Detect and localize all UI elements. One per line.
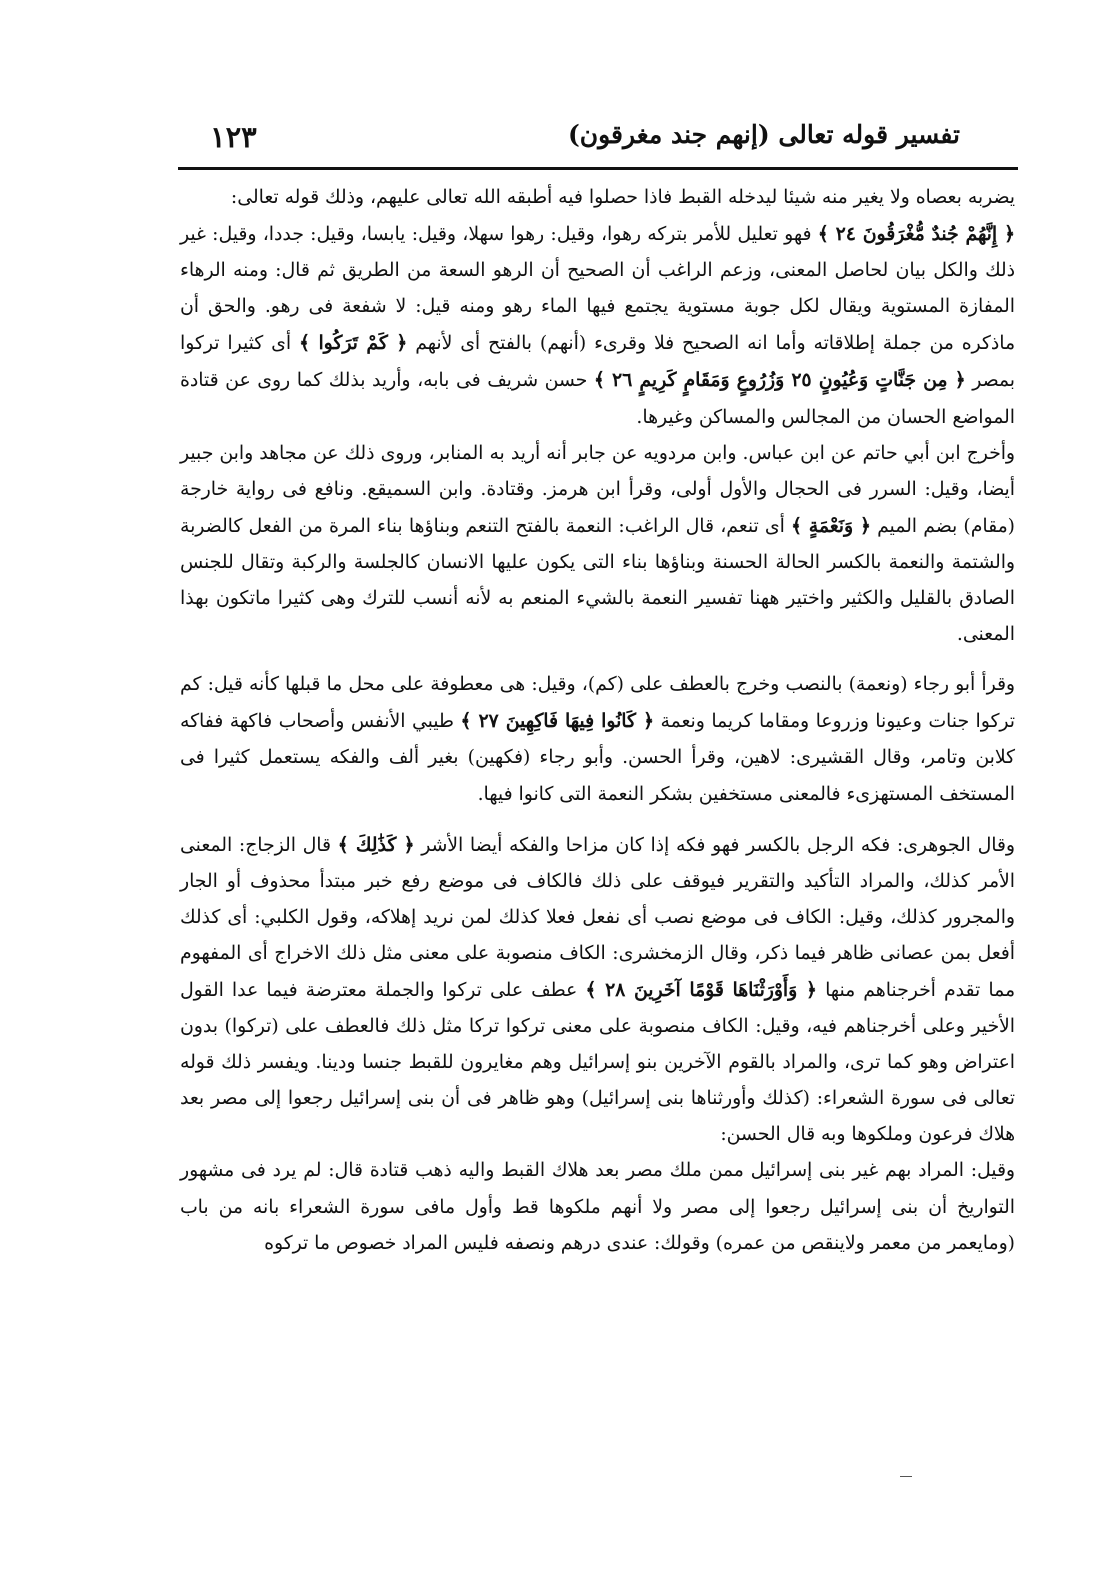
text-run: فهو تعليل للأمر بتركه رهوا، وقيل: رهوا سهلا، وقيل: يابسا، وقيل: جددا، وقيل: غير ذلك والكل بيان لحاصل المعنى، وزعم الراغب أن الصحيح أن الرهو السعة من الطريق ثم قال: ومنه الرهاء المفازة المستوية ويقال لكل جوبة مستوية يجتمع فيها الماء رهو ومنه قيل: لا شفعة فى رهو. والحق أن ماذكره من جملة إطلاقاته وأما انه الصحيح فلا وقرىء (أنهم) بالفتح أى لأنهم xyxy=(180,224,1015,355)
text-run: طيبي الأنفس وأصحاب فاكهة ففاكه كلابن وتامر، وقال القشيرى: لاهين، وقرأ الحسن. وأبو رجاء (فكهين) بغير ألف والفكه يستعمل كثيرا فى المستخف المستهزىء فالمعنى مستخفين بشكر النعمة التى كانوا فيها. xyxy=(180,711,1015,805)
page-body xyxy=(180,180,1015,1262)
paragraph-gap xyxy=(180,653,1015,667)
bottom-mark xyxy=(900,1476,912,1477)
text-run: وقيل: المراد بهم غير بنى إسرائيل ممن ملك مصر بعد هلاك القبط واليه ذهب قتادة قال: لم يرد فى مشهور التواريخ أن بنى إسرائيل رجعوا إلى مصر ولا أنهم ملكوها قط وأول مافى سورة الشعراء بانه من باب (ومايعمر من معمر ولاينقص من عمره) وقولك: عندى درهم ونصفه فليس المراد خصوص ما تركوه xyxy=(180,1160,1015,1254)
page-header xyxy=(175,112,1015,172)
header-rule xyxy=(178,167,1018,170)
paragraph-gap xyxy=(180,813,1015,827)
text-run: أى تنعم، قال الراغب: النعمة بالفتح التنعم وبناؤها بناء المرة من الفعل كالضربة والشتمة والنعمة بالكسر الحالة الحسنة وبناؤها بناء التى يكون عليها الانسان كالجلسة والركبة وتقال للجنس الصادق بالقليل والكثير واختير ههنا تفسير النعمة بالشيء المنعم به لأنه أنسب للترك وهى كثيرا ماتكون بهذا المعنى. xyxy=(180,515,1015,646)
paragraph-4 xyxy=(180,827,1015,1154)
text-run: قال الزجاج: المعنى الأمر كذلك، والمراد التأكيد والتقرير فيوقف على ذلك فالكاف فى موضع رفع خبر مبتدأ محذوف أو الجار والمجرور كذلك، وقيل: الكاف فى موضع نصب أى نفعل فعلا كذلك لمن نريد إهلاكه، وقول الكلبي: أى كذلك أفعل بمن عصانى ظاهر فيما ذكر، وقال الزمخشرى: الكاف منصوبة على معنى مثل ذلك الاخراج أى المفهوم مما تقدم أخرجناهم منها xyxy=(180,834,1016,1001)
paragraph-5 xyxy=(180,1153,1015,1261)
quran-verse: ﴿ كَانُوا فِيهَا فَاكِهِينَ ٢٧ ﴾ xyxy=(460,710,655,733)
quran-verse: ﴿ وَأَوْرَثْنَاهَا قَوْمًا آخَرِينَ ٢٨ ﴾ xyxy=(585,978,817,1001)
text-run: وقرأ أبو رجاء (ونعمة) بالنصب وخرج بالعطف على (كم)، وقيل: هى معطوفة على محل ما قبلها كأنه قيل: كم تركوا جنات وعيونا وزروعا ومقاما كريما ونعمة xyxy=(180,674,1016,733)
paragraph-3 xyxy=(180,667,1015,812)
paragraph-2 xyxy=(180,436,1015,654)
text-run: وقال الجوهرى: فكه الرجل بالكسر فهو فكه إذا كان مزاحا والفكه أيضا الأشر xyxy=(414,834,1015,856)
quran-verse: ﴿ إِنَّهُمْ جُندٌ مُّغْرَقُونَ ٢٤ ﴾ xyxy=(817,223,1015,246)
text-run: وأخرج ابن أبي حاتم عن ابن عباس. وابن مردويه عن جابر أنه أريد به المنابر، وروى ذلك عن مجاهد وابن جبير أيضا، وقيل: السرر فى الحجال والأول أولى، وقرأ ابن هرمز. وقتادة. وابن السميقع. ونافع فى رواية خارجة (مقام) بضم الميم xyxy=(180,442,1015,537)
quran-verse: ﴿ وَنَعْمَةٍ ﴾ xyxy=(791,514,871,537)
quran-verse: ﴿ مِن جَنَّاتٍ وَعُيُونٍ ٢٥ وَزُرُوعٍ وَمَقَامٍ كَرِيمٍ ٢٦ ﴾ xyxy=(593,369,966,392)
text-run: يضربه بعصاه ولا يغير منه شيئا ليدخله القبط فاذا حصلوا فيه أطبقه الله تعالى عليهم، وذلك قوله تعالى: xyxy=(230,187,1015,208)
paragraph-1 xyxy=(180,180,1015,436)
text-run: عطف على تركوا والجملة معترضة فيما عدا القول الأخير وعلى أخرجناهم فيه، وقيل: الكاف منصوبة على معنى تركوا تركا مثل ذلك فالعطف على (تركوا) بدون اعتراض وهو كما ترى، والمراد بالقوم الآخرين بنو إسرائيل وهم مغايرون للقبط جنسا ودينا. ويفسر ذلك قوله تعالى فى سورة الشعراء: (كذلك وأورثناها بنى إسرائيل) وهو ظاهر فى أن بنى إسرائيل رجعوا إلى مصر بعد هلاك فرعون وملكوها وبه قال الحسن: xyxy=(180,979,1015,1146)
text-run: أى كثيرا تركوا بمصر xyxy=(180,333,1015,392)
text-run: حسن شريف فى بابه، وأريد بذلك كما روى عن قتادة المواضع الحسان من المجالس والمساكن وغيرها. xyxy=(180,370,1015,428)
page-number: ١٢٣ xyxy=(210,120,257,154)
running-title: تفسير قوله تعالى (إنهم جند مغرقون) xyxy=(567,120,960,149)
quran-verse: ﴿ كَذَٰلِكَ ﴾ xyxy=(337,833,415,856)
quran-verse: ﴿ كَمْ تَرَكُوا ﴾ xyxy=(298,332,408,355)
